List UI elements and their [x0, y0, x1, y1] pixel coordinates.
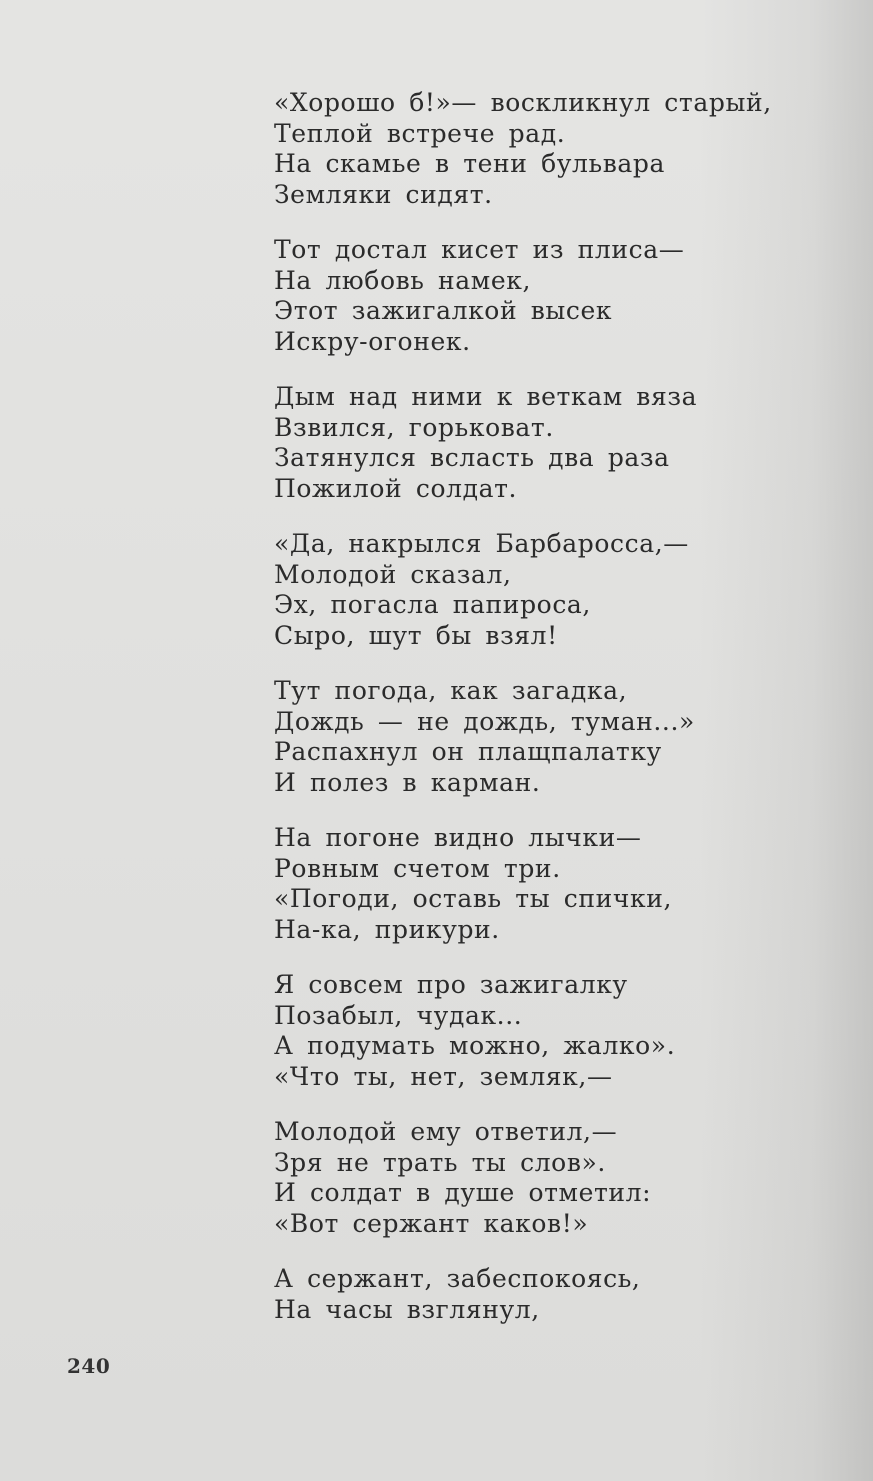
poem-line: А сержант, забеспокоясь, [274, 1264, 641, 1293]
poem-line: Молодой ему ответил,— [274, 1117, 618, 1146]
poem-line: На погоне видно лычки— [274, 823, 642, 852]
stanza [274, 1264, 834, 1325]
poem-line: «Да, накрылся Барбаросса,— [274, 529, 689, 558]
poem-line: «Погоди, оставь ты спички, [274, 884, 673, 913]
poem-line: Взвился, горьковат. [274, 412, 554, 442]
stanza [274, 823, 834, 945]
page-number: 240 [67, 1354, 111, 1378]
poem [274, 88, 834, 1350]
stanza [274, 970, 834, 1092]
poem-line: Дым над ними к веткам вяза [274, 382, 698, 411]
stanza [274, 1117, 834, 1239]
poem-line: Я совсем про зажигалку [274, 970, 628, 999]
poem-line: Этот зажигалкой высек [274, 296, 613, 325]
poem-line: Затянулся всласть два раза [274, 443, 670, 472]
stanza [274, 382, 834, 504]
poem-line: На любовь намек, [274, 265, 532, 295]
poem-line: На часы взглянул, [274, 1294, 540, 1324]
poem-line: И солдат в душе отметил: [274, 1178, 652, 1207]
stanza [274, 235, 834, 357]
poem-line: Позабыл, чудак... [274, 1000, 523, 1030]
poem-line: Искру-огонек. [274, 326, 471, 356]
poem-line: А подумать можно, жалко». [274, 1031, 676, 1060]
poem-line: Молодой сказал, [274, 559, 512, 589]
poem-line: И полез в карман. [274, 767, 541, 797]
poem-line: Тот достал кисет из плиса— [274, 235, 685, 264]
poem-line: «Что ты, нет, земляк,— [274, 1061, 613, 1091]
poem-line: На-ка, прикури. [274, 914, 500, 944]
poem-line: Зря не трать ты слов». [274, 1147, 606, 1177]
poem-line: Распахнул он плащпалатку [274, 737, 662, 766]
poem-line: Эх, погасла папироса, [274, 590, 591, 619]
stanza [274, 676, 834, 798]
poem-line: Пожилой солдат. [274, 473, 518, 503]
poem-line: «Вот сержант каков!» [274, 1208, 589, 1238]
poem-line: Теплой встрече рад. [274, 118, 566, 148]
poem-line: Сыро, шут бы взял! [274, 620, 558, 650]
poem-line: «Хорошо б!»— воскликнул старый, [274, 88, 772, 117]
poem-line: На скамье в тени бульвара [274, 149, 666, 178]
poem-line: Ровным счетом три. [274, 853, 561, 883]
stanza [274, 88, 834, 210]
poem-line: Дождь — не дождь, туман...» [274, 706, 695, 736]
poem-line: Тут погода, как загадка, [274, 676, 628, 705]
stanza [274, 529, 834, 651]
poem-line: Земляки сидят. [274, 179, 493, 209]
